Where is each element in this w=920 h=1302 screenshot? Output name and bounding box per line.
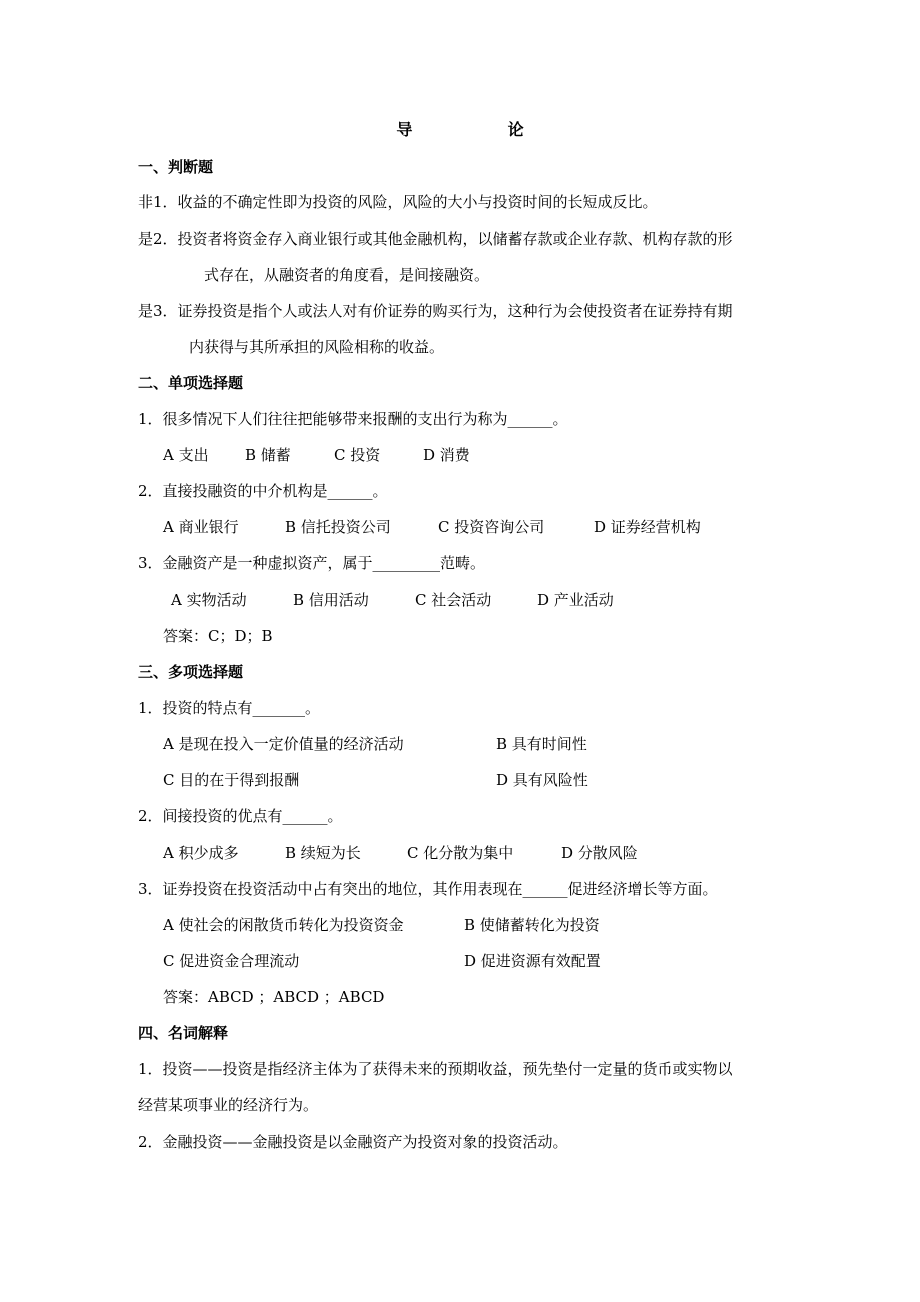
option-c: C 促进资金合理流动 [163,952,300,970]
term-2: 2．金融投资——金融投资是以金融资产为投资对象的投资活动。 [138,1133,568,1151]
option-a: A 支出 [163,446,209,464]
option-b: B 使储蓄转化为投资 [464,916,600,934]
option-b: B 信托投资公司 [285,518,391,536]
option-c: C 化分散为集中 [407,844,514,862]
multiple-choice-question-2: 2．间接投资的优点有______。 [138,807,343,825]
section-heading-multiple-choice: 三、多项选择题 [138,663,244,681]
option-c: C 目的在于得到报酬 [163,771,300,789]
judgment-question-2-line2: 式存在，从融资者的角度看，是间接融资。 [204,266,490,284]
term-1-line1: 1．投资——投资是指经济主体为了获得未来的预期收益，预先垫付一定量的货币或实物以 [138,1060,733,1078]
option-c: C 投资 [334,446,381,464]
option-c: C 投资咨询公司 [438,518,545,536]
section-heading-term-explanation: 四、名词解释 [138,1024,229,1042]
single-choice-question-3: 3．金融资产是一种虚拟资产，属于_________范畴。 [138,554,486,572]
single-choice-question-1: 1．很多情况下人们往往把能够带来报酬的支出行为称为______。 [138,410,568,428]
term-1-line2: 经营某项事业的经济行为。 [138,1096,319,1114]
option-b: B 信用活动 [293,591,369,609]
single-choice-answer: 答案：C；D；B [163,627,273,645]
option-a: A 使社会的闲散货币转化为投资资金 [163,916,404,934]
section-heading-judgment: 一、判断题 [138,158,214,176]
option-a: A 是现在投入一定价值量的经济活动 [163,735,404,753]
judgment-question-3-line1: 是3．证券投资是指个人或法人对有价证券的购买行为，这种行为会使投资者在证券持有期 [138,302,733,320]
option-d: D 促进资源有效配置 [464,952,601,970]
single-choice-question-2: 2．直接投融资的中介机构是______。 [138,482,388,500]
option-b: B 具有时间性 [496,735,587,753]
judgment-question-2-line1: 是2．投资者将资金存入商业银行或其他金融机构，以储蓄存款或企业存款、机构存款的形 [138,230,733,248]
option-a: A 积少成多 [163,844,239,862]
multiple-choice-answer: 答案：ABCD ；ABCD ；ABCD [163,988,385,1006]
section-heading-single-choice: 二、单项选择题 [138,374,244,392]
judgment-question-3-line2: 内获得与其所承担的风险相称的收益。 [189,338,445,356]
option-c: C 社会活动 [415,591,492,609]
multiple-choice-question-1: 1．投资的特点有_______。 [138,699,321,717]
option-a: A 商业银行 [163,518,239,536]
option-d: D 消费 [423,446,470,464]
multiple-choice-question-3: 3．证券投资在投资活动中占有突出的地位，其作用表现在______促进经济增长等方面。 [138,880,718,898]
page-title: 导 论 [396,120,552,139]
option-d: D 具有风险性 [496,771,588,789]
judgment-question-1: 非1．收益的不确定性即为投资的风险，风险的大小与投资时间的长短成反比。 [138,193,658,211]
option-b: B 续短为长 [285,844,361,862]
option-d: D 证券经营机构 [594,518,701,536]
option-d: D 产业活动 [537,591,614,609]
option-a: A 实物活动 [171,591,247,609]
option-d: D 分散风险 [561,844,638,862]
option-b: B 储蓄 [245,446,291,464]
